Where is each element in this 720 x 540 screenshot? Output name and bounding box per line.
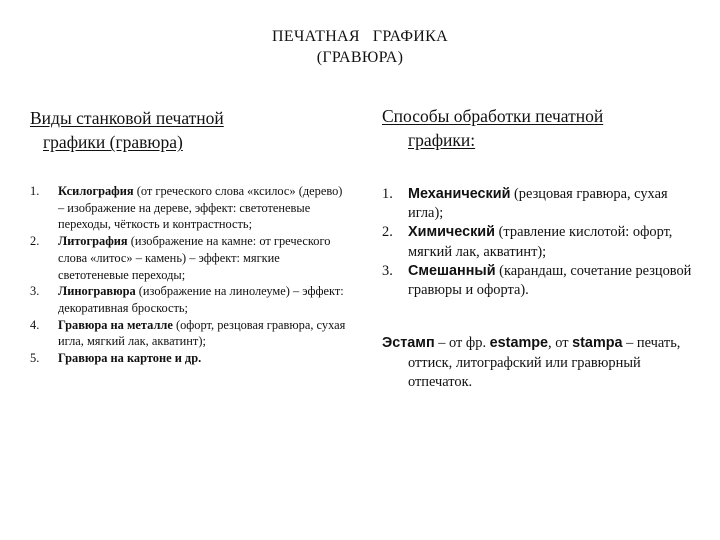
list-item-number: 1. xyxy=(30,184,40,198)
list-item-number: 2. xyxy=(30,234,40,249)
right-heading-line-1: Способы обработки печатной xyxy=(382,106,604,126)
left-heading-line-1: Виды станковой печатной xyxy=(30,108,224,128)
list-item xyxy=(30,283,348,316)
list-item-term: Смешанный xyxy=(408,262,496,279)
estamp-text-1: – от фр. xyxy=(434,335,490,351)
list-item-text: (резцовая гравюра, сухая игла); xyxy=(408,186,668,222)
engraving-types-list xyxy=(30,183,348,367)
processing-methods-list xyxy=(382,185,700,300)
list-item-text: (изображение на камне: от греческого слова «литос» – камень) – эффект: мягкие светотеневые переходы; xyxy=(58,234,331,282)
list-item-text: (карандаш, сочетание резцовой гравюры и офорта). xyxy=(408,262,692,299)
page-title xyxy=(0,26,720,68)
left-heading-line-2: графики (гравюра) xyxy=(43,132,183,152)
right-heading-line-2: графики: xyxy=(408,130,476,150)
list-item-term: Линогравюра xyxy=(58,284,136,299)
list-item-term: Механический xyxy=(408,186,511,202)
estamp-definition xyxy=(382,334,708,393)
list-item-number: 3. xyxy=(382,262,393,279)
list-item-text: (травление кислотой: офорт, мягкий лак, акватинт); xyxy=(408,224,673,260)
estamp-term: Эстамп xyxy=(382,335,435,351)
estamp-text-3: – печать, оттиск, литографский или гравюрный отпечаток. xyxy=(408,335,681,391)
title-line-2: (ГРАВЮРА) xyxy=(316,49,404,66)
list-item-text: (офорт, резцовая гравюра, сухая игла, мягкий лак, акватинт); xyxy=(58,317,346,349)
list-item-text: (изображение на линолеуме) – эффект: декоративная броскость; xyxy=(58,284,344,315)
list-item-number: 3. xyxy=(30,284,40,299)
list-item-term: Ксилография xyxy=(58,184,134,198)
list-item xyxy=(30,183,348,233)
list-item-number: 1. xyxy=(382,186,393,202)
list-item xyxy=(382,262,700,300)
list-item xyxy=(30,317,348,350)
list-item-term: Гравюра на металле xyxy=(58,317,173,332)
list-item xyxy=(30,350,348,367)
list-item-text: (от греческого слова «ксилос» (дерево) – изображение на дереве, эффект: светотеневые переходы, чёткость и контрастность; xyxy=(58,184,343,232)
list-item xyxy=(382,185,700,223)
list-item-number: 2. xyxy=(382,224,393,241)
list-item-term: Литография xyxy=(58,234,128,249)
list-item xyxy=(382,223,700,261)
list-item-number: 4. xyxy=(30,317,40,332)
list-item-term: Гравюра на картоне и др. xyxy=(58,351,202,366)
title-line-1: ПЕЧАТНАЯ ГРАФИКА xyxy=(272,28,448,45)
right-column-heading xyxy=(382,104,692,152)
list-item-number: 5. xyxy=(30,351,40,366)
estamp-word-french: estampe xyxy=(489,335,549,351)
list-item-term: Химический xyxy=(408,224,496,241)
estamp-text-2: , от xyxy=(548,335,573,351)
list-item xyxy=(30,233,348,283)
left-column-heading xyxy=(30,106,330,154)
estamp-word-italian: stampa xyxy=(572,335,623,351)
